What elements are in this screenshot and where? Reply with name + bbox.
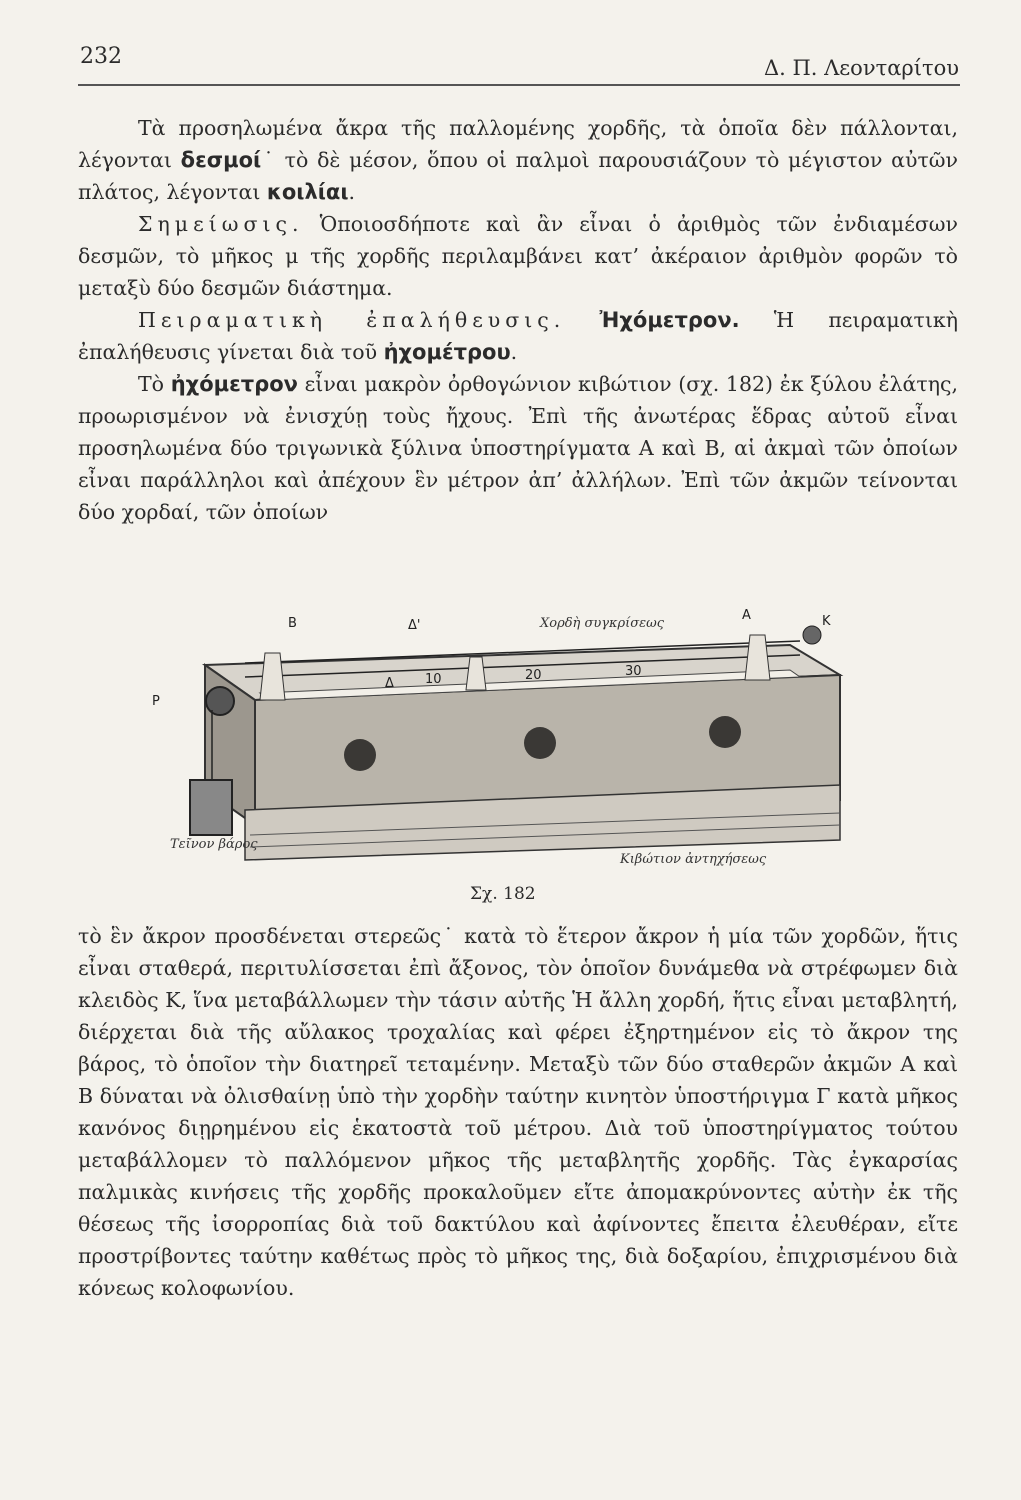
- movable-bridge: [466, 657, 486, 690]
- term-sonometer-gen: ἠχομέτρου: [383, 340, 511, 364]
- label-a: Α: [742, 608, 751, 623]
- paragraph-verification: Πειραματικὴ ἐπαλήθευσις. Ἠχόμετρον. Ἡ πειραματικὴ ἐπαλήθευσις γίνεται διὰ τοῦ ἠχομέτρου.: [78, 308, 958, 364]
- sonometer-heading: Ἠχόμετρον.: [599, 308, 740, 332]
- scale-delta: Δ: [385, 676, 394, 691]
- text-block-bottom: [78, 920, 958, 1304]
- term-antinodes: κοιλίαι: [266, 180, 349, 204]
- label-comparison-string: Χορδὴ συγκρίσεως: [540, 616, 665, 631]
- label-b: Β: [288, 616, 297, 631]
- bridge-a: [745, 635, 770, 680]
- term-sonometer: ἠχόμετρον: [170, 372, 298, 396]
- paragraph-nodes: Τὰ προσηλωμένα ἄκρα τῆς παλλομένης χορδῆς, τὰ ὁποῖα δὲν πάλλονται, λέγονται δεσμοί˙ τὸ δὲ μέσον, ὅπου οἱ παλμοὶ παρουσιάζουν τὸ μέγιστον αὐτῶν πλάτος, λέγονται κοιλίαι.: [78, 116, 958, 204]
- scale-20: 20: [525, 668, 542, 683]
- paragraph-continuation: τὸ ἓν ἄκρον προσδένεται στερεῶς˙ κατὰ τὸ ἕτερον ἄκρον ἡ μία τῶν χορδῶν, ἥτις εἶναι σταθερά, περιτυλίσσεται ἐπὶ ἄξονος, τὸν ὁποῖον δυνάμεθα νὰ στρέφωμεν διὰ κλειδὸς Κ, ἵνα μεταβάλλωμεν τὴν τάσιν αὐτῆς Ἡ ἄλλη χορδή, ἥτις εἶναι μεταβλητή, διέρχεται διὰ τῆς αὔλακος τροχαλίας καὶ φέρει ἐξηρτημένον εἰς τὸ ἄκρον της βάρος, τὸ ὁποῖον τὴν διατηρεῖ τεταμένην. Μεταξὺ τῶν δύο σταθερῶν ἀκμῶν Α καὶ Β δύναται νὰ ὀλισθαίνῃ ὑπὸ τὴν χορδὴν ταύτην κινητὸν ὑποστήριγμα Γ κατὰ μῆκος κανόνος διῃρημένου εἰς ἑκατοστὰ τοῦ μέτρου. Διὰ τοῦ ὑποστηρίγματος τούτου μεταβάλλομεν τὸ παλλόμενον μῆκος τῆς μεταβλητῆς χορδῆς. Τὰς ἐγκαρσίας παλμικὰς κινήσεις τῆς χορδῆς προκαλοῦμεν εἴτε ἀπομακρύνοντες αὐτὴν ἐκ τῆς θέσεως τῆς ἰσορροπίας διὰ τοῦ δακτύλου καὶ ἀφίνοντες ἔπειτα ἐλευθέραν, εἴτε προστρίβοντες ταύτην καθέτως πρὸς τὸ μῆκος της, διὰ δοξαρίου, ἐπιχρισμένου διὰ κόνεως κολοφωνίου.: [78, 924, 958, 1300]
- label-delta-prime: Δ': [408, 618, 421, 633]
- key-k: [803, 626, 821, 644]
- header-rule: [78, 84, 960, 86]
- figure-caption: Σχ. 182: [470, 884, 536, 904]
- pulley: [206, 687, 234, 715]
- page-header: [0, 0, 1021, 100]
- text-block-top: [78, 112, 958, 528]
- paragraph-note: Σημείωσις. Ὁποιοσδήποτε καὶ ἂν εἶναι ὁ ἀριθμὸς τῶν ἐνδιαμέσων δεσμῶν, τὸ μῆκος μ τῆς χορδῆς περιλαμβάνει κατ’ ἀκέραιον ἀριθμὸν φορῶν τὸ μεταξὺ δύο δεσμῶν διάστημα.: [78, 212, 958, 300]
- verification-heading: Πειραματικὴ ἐπαλήθευσις.: [138, 308, 566, 332]
- running-head: Δ. Π. Λεονταρίτου: [763, 56, 959, 80]
- note-heading: Σημείωσις.: [138, 212, 304, 236]
- sonometer-drawing: [150, 605, 850, 880]
- page-number: 232: [80, 44, 122, 69]
- weight: [190, 780, 232, 835]
- scale-10: 10: [425, 672, 442, 687]
- label-p: Ρ: [152, 694, 160, 709]
- sound-hole-2: [524, 727, 556, 759]
- label-k: Κ: [822, 614, 831, 629]
- bridge-b: [260, 653, 285, 700]
- label-tension-weight: Τεῖνον βάρος: [170, 837, 258, 852]
- scale-30: 30: [625, 664, 642, 679]
- sound-hole-1: [344, 739, 376, 771]
- term-nodes: δεσμοί: [180, 148, 262, 172]
- paragraph-sonometer: Τὸ ἠχόμετρον εἶναι μακρὸν ὀρθογώνιον κιβώτιον (σχ. 182) ἐκ ξύλου ἐλάτης, προωρισμένον νὰ ἐνισχύῃ τοὺς ἤχους. Ἐπὶ τῆς ἀνωτέρας ἕδρας αὐτοῦ εἶναι προσηλωμένα δύο τριγωνικὰ ξύλινα ὑποστηρίγματα Α καὶ Β, αἱ ἀκμαὶ τῶν ὁποίων εἶναι παράλληλοι καὶ ἀπέχουν ἓν μέτρον ἀπ’ ἀλλήλων. Ἐπὶ τῶν ἀκμῶν τείνονται δύο χορδαί, τῶν ὁποίων: [78, 372, 958, 524]
- sound-hole-3: [709, 716, 741, 748]
- sonometer-figure: [150, 605, 850, 880]
- label-resonance-box: Κιβώτιον ἀντηχήσεως: [620, 852, 767, 867]
